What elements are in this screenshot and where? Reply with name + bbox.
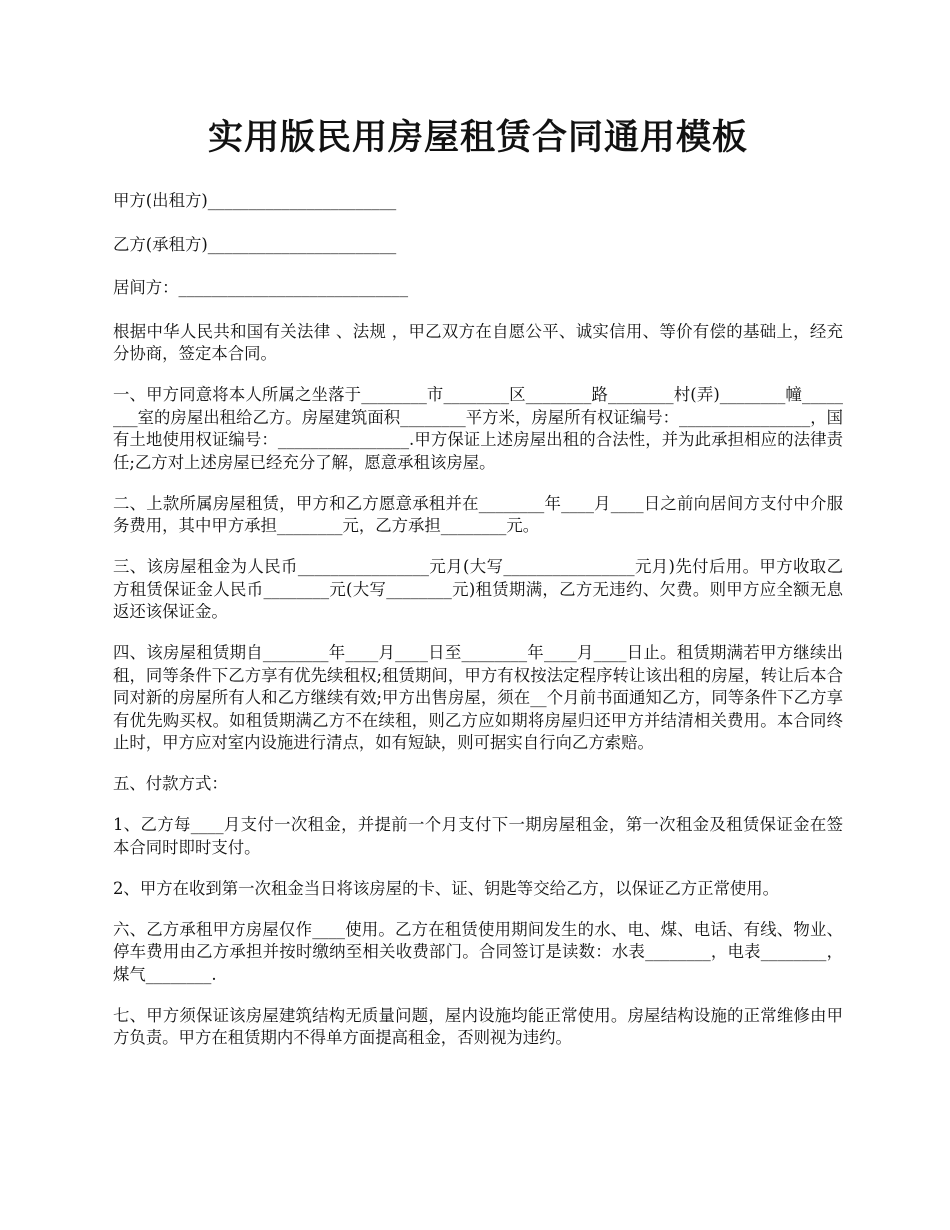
clause-1-paragraph: 一、甲方同意将本人所属之坐落于________市________区________路________村(弄)________幢________室的房屋出租给乙方。房屋建筑面积________平方米，房屋所有权证编号：________________，国有土地使用权证编号：________________.甲方保证上述房屋出租的合法性，并为此承担相应的法律责任;乙方对上述房屋已经充分了解，愿意承租该房屋。 <box>113 385 843 472</box>
document-page <box>113 112 843 1068</box>
intermediary-line: 居间方：____________________________ <box>113 278 409 297</box>
document-title: 实用版民用房屋租赁合同通用模板 <box>207 117 748 158</box>
clause-2-paragraph: 二、上款所属房屋租赁，甲方和乙方愿意承租并在________年____月____日之前向居间方支付中介服务费用，其中甲方承担________元，乙方承担________元。 <box>113 493 843 535</box>
clause-7-paragraph: 七、甲方须保证该房屋建筑结构无质量问题，屋内设施均能正常使用。房屋结构设施的正常维修由甲方负责。甲方在租赁期内不得单方面提高租金，否则视为违约。 <box>113 1005 843 1047</box>
clause-6-paragraph: 六、乙方承租甲方房屋仅作____使用。乙方在租赁使用期间发生的水、电、煤、电话、有线、物业、停车费用由乙方承担并按时缴纳至相关收费部门。合同签订是读数：水表________，电表________，煤气________. <box>113 919 843 984</box>
preamble-paragraph: 根据中华人民共和国有关法律 、法规 ，甲乙双方在自愿公平、诚实信用、等价有偿的基础上，经充分协商，签定本合同。 <box>113 321 843 363</box>
party-a-line: 甲方(出租方)_______________________ <box>113 191 397 210</box>
party-b-line: 乙方(承租方)_______________________ <box>113 234 397 254</box>
payment-item-2: 2、甲方在收到第一次租金当日将该房屋的卡、证、钥匙等交给乙方，以保证乙方正常使用。 <box>113 878 780 898</box>
clause-5-heading: 五、付款方式： <box>113 774 228 793</box>
clause-4-paragraph: 四、该房屋租赁期自________年____月____日至________年____月____日止。租赁期满若甲方继续出租，同等条件下乙方享有优先续租权;租赁期间，甲方有权按法定程序转让该出租的房屋，转让后本合同对新的房屋所有人和乙方继续有效;甲方出售房屋，须在__个月前书面通知乙方，同等条件下乙方享有优先购买权。如租赁期满乙方不在续租，则乙方应如期将房屋归还甲方并结清相关费用。本合同终止时，甲方应对室内设施进行清点，如有短缺，则可据实自行向乙方索赔。 <box>113 643 843 752</box>
payment-item-1: 1、乙方每____月支付一次租金，并提前一个月支付下一期房屋租金，第一次租金及租赁保证金在签本合同时即时支付。 <box>113 815 843 857</box>
clause-3-paragraph: 三、该房屋租金为人民币________________元月(大写________________元月)先付后用。甲方收取乙方租赁保证金人民币________元(大写________元)租赁期满，乙方无违约、欠费。则甲方应全额无息返还该保证金。 <box>113 557 843 621</box>
